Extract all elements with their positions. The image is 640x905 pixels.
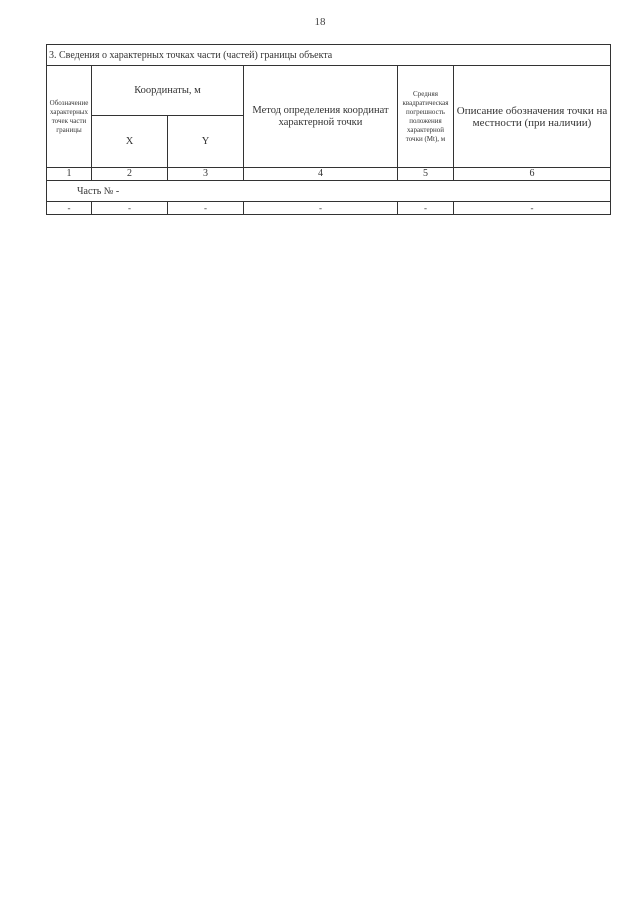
column-number: 1 — [47, 168, 92, 181]
table-cell: - — [168, 202, 244, 215]
header-coordinates: Координаты, м — [92, 66, 244, 116]
table-cell: - — [398, 202, 454, 215]
column-number: 4 — [244, 168, 398, 181]
header-method: Метод определения координат характерной точки — [244, 66, 398, 168]
table-cell: - — [244, 202, 398, 215]
header-y: Y — [168, 116, 244, 168]
page-number: 18 — [314, 16, 326, 28]
header-x: X — [92, 116, 168, 168]
characteristic-points-table — [46, 44, 611, 215]
header-point-designation: Обозначение характерных точек части границы — [47, 66, 92, 168]
column-number: 6 — [454, 168, 611, 181]
section-title: 3. Сведения о характерных точках части (частей) границы объекта — [47, 45, 611, 66]
part-label: Часть № - — [47, 181, 611, 202]
header-description: Описание обозначения точки на местности (при наличии) — [454, 66, 611, 168]
column-number: 5 — [398, 168, 454, 181]
column-number: 2 — [92, 168, 168, 181]
column-number: 3 — [168, 168, 244, 181]
header-error: Средняя квадратическая погрешность положения характерной точки (Mt), м — [398, 66, 454, 168]
table-cell: - — [92, 202, 168, 215]
table-cell: - — [47, 202, 92, 215]
table-cell: - — [454, 202, 611, 215]
